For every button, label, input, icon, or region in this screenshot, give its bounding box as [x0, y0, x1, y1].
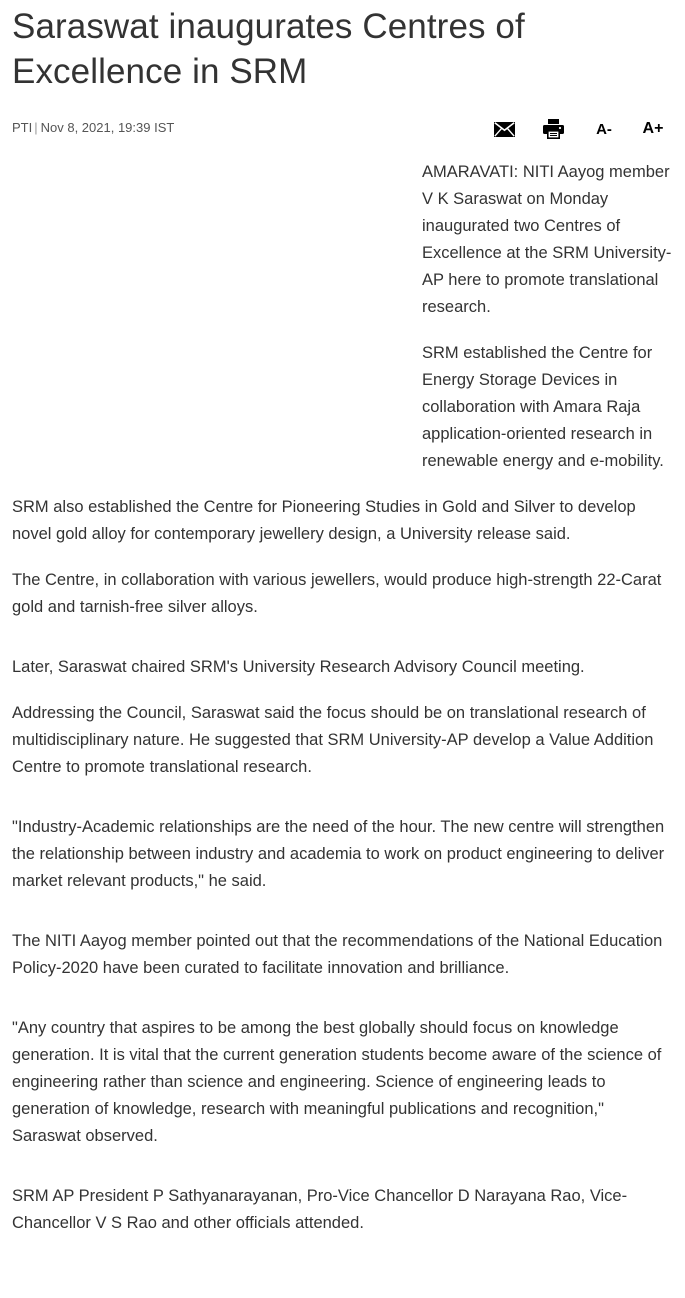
- article-paragraph: The NITI Aayog member pointed out that the recommendations of the National Education Policy-2020 have been curated to facilitate innovation and brilliance.: [12, 932, 663, 977]
- article-paragraph: "Any country that aspires to be among the best globally should focus on knowledge generation. It is vital that the current generation students become aware of the science of engineering rather than science and engineering. Science of engineering leads to generation of knowledge, research with meaningful publications and recognition," Saraswat observed.: [12, 1019, 662, 1145]
- article-paragraph: AMARAVATI: NITI Aayog member V K Saraswat on Monday inaugurated two Centres of Excellence at the SRM University-AP here to promote translational research.: [422, 163, 672, 316]
- byline-source: PTI: [12, 120, 33, 135]
- article-title: Saraswat inaugurates Centres of Excellence in SRM: [12, 7, 525, 91]
- byline: [12, 120, 174, 136]
- font-increase-button[interactable]: A+: [642, 120, 664, 137]
- article-paragraph: Later, Saraswat chaired SRM's University Research Advisory Council meeting.: [12, 658, 585, 676]
- article-paragraph: SRM also established the Centre for Pioneering Studies in Gold and Silver to develop novel gold alloy for contemporary jewellery design, a University release said.: [12, 498, 636, 543]
- envelope-icon: [494, 122, 515, 137]
- article-paragraph: Addressing the Council, Saraswat said the focus should be on translational research of multidisciplinary nature. He suggested that SRM University-AP develop a Value Addition Centre to promote translational research.: [12, 704, 654, 776]
- font-decrease-button[interactable]: A-: [596, 120, 612, 138]
- byline-date: Nov 8, 2021, 19:39 IST: [40, 120, 175, 135]
- byline-separator: |: [34, 120, 38, 135]
- printer-icon: [543, 119, 564, 139]
- article-body: [12, 159, 674, 1256]
- article-paragraph: SRM established the Centre for Energy Storage Devices in collaboration with Amara Raja application-oriented research in renewable energy and e-mobility.: [422, 344, 664, 470]
- article-paragraph: The Centre, in collaboration with various jewellers, would produce high-strength 22-Carat gold and tarnish-free silver alloys.: [12, 571, 662, 616]
- print-button[interactable]: [541, 116, 565, 142]
- article-paragraph: SRM AP President P Sathyanarayanan, Pro-Vice Chancellor D Narayana Rao, Vice-Chancellor V S Rao and other officials attended.: [12, 1187, 628, 1232]
- media-placeholder: [12, 159, 422, 469]
- email-share-button[interactable]: [492, 116, 516, 142]
- article-paragraph: "Industry-Academic relationships are the need of the hour. The new centre will strengthen the relationship between industry and academia to work on product engineering to deliver market relevant products," he said.: [12, 818, 665, 890]
